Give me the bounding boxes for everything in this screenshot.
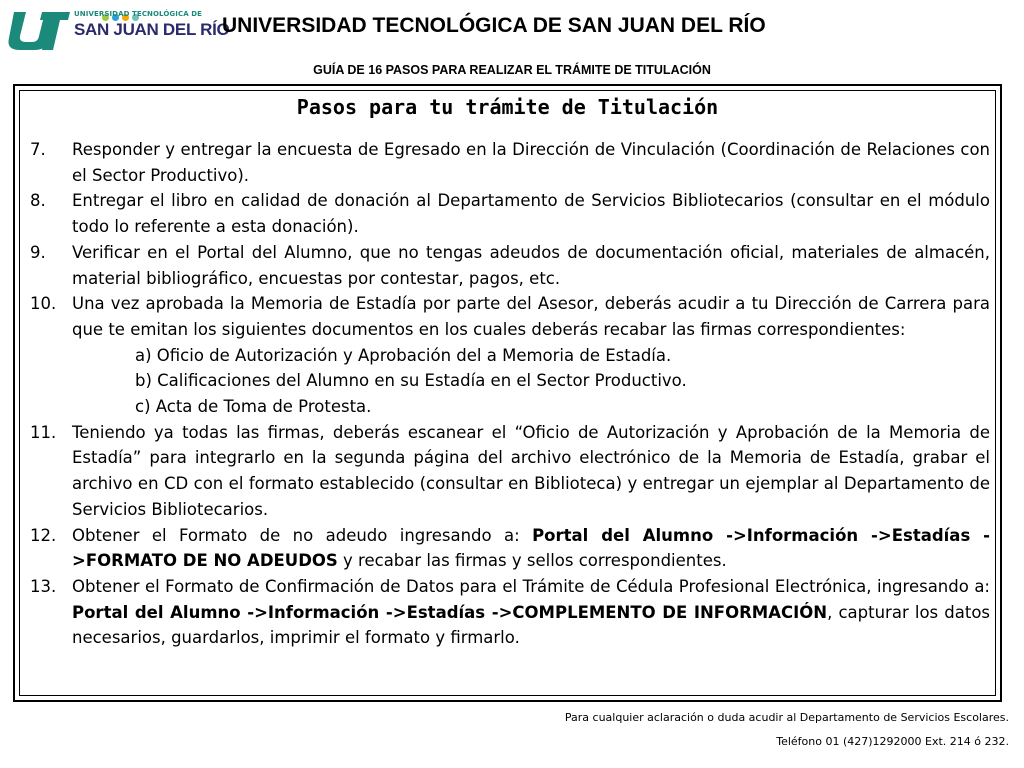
step-item bbox=[30, 240, 990, 291]
footer-note: Para cualquier aclaración o duda acudir al Departamento de Servicios Escolares. bbox=[564, 711, 1009, 724]
university-name: UNIVERSIDAD TECNOLÓGICA DE SAN JUAN DEL RÍO bbox=[222, 14, 766, 37]
step-item bbox=[30, 137, 990, 188]
steps-list bbox=[30, 137, 990, 651]
logo-line-small: UNIVERSIDAD TECNOLÓGICA DE bbox=[74, 10, 203, 18]
page-header bbox=[0, 0, 1024, 82]
step-text: Una vez aprobada la Memoria de Estadía por parte del Asesor, deberás acudir a tu Dirección de Carrera para que te emitan los siguientes documentos en los cuales deberás recabar las firmas correspondientes: bbox=[72, 294, 990, 339]
step-item bbox=[30, 420, 990, 523]
step-number: 7. bbox=[30, 140, 46, 159]
step-text-after: , capturar los datos necesarios, guardarlos, imprimir el formato y firmarlo. bbox=[72, 602, 991, 648]
step-text-after: y recabar las firmas y sellos correspondientes. bbox=[337, 551, 727, 571]
ut-logo-icon bbox=[8, 8, 70, 52]
step-text-before: Obtener el Formato de Confirmación de Datos para el Trámite de Cédula Profesional Electrónica, ingresando a: bbox=[72, 576, 990, 596]
sub-item-c: c) Acta de Toma de Protesta. bbox=[135, 397, 372, 417]
step-number: 9. bbox=[30, 242, 46, 262]
steps-frame bbox=[13, 84, 1002, 702]
step-number: 8. bbox=[30, 191, 46, 211]
sub-item-b: b) Calificaciones del Alumno en su Estadía en el Sector Productivo. bbox=[135, 371, 687, 391]
footer-phone: Teléfono 01 (427)1292000 Ext. 214 ó 232. bbox=[776, 735, 1009, 748]
step-number: 11. bbox=[30, 422, 57, 442]
step-item bbox=[30, 574, 990, 651]
step-number: 13. bbox=[30, 576, 57, 596]
step-item bbox=[30, 188, 990, 239]
step-item bbox=[30, 523, 990, 574]
step-text: Responder y entregar la encuesta de Egresado en la Dirección de Vinculación (Coordinación de Relaciones con el Sector Productivo). bbox=[72, 140, 990, 185]
sub-item-a: a) Oficio de Autorización y Aprobación del a Memoria de Estadía. bbox=[135, 345, 672, 365]
box-title: Pasos para tu trámite de Titulación bbox=[296, 95, 719, 119]
portal-path: Portal del Alumno ->Información ->Estadías ->FORMATO DE NO ADEUDOS bbox=[72, 525, 991, 571]
step-item bbox=[30, 291, 990, 342]
step-text: Entregar el libro en calidad de donación al Departamento de Servicios Bibliotecarios (consultar en el módulo todo lo referente a esta donación). bbox=[72, 191, 990, 237]
university-logo bbox=[8, 6, 230, 54]
step-text: Teniendo ya todas las firmas, deberás escanear el “Oficio de Autorización y Aprobación de la Memoria de Estadía” para integrarlo en la segunda página del archivo electrónico de la Memoria de Estadía, grabar el archivo en CD con el formato establecido (consultar en Biblioteca) y entregar un ejemplar al Departamento de Servicios Bibliotecarios. bbox=[72, 422, 990, 519]
step-text-before: Obtener el Formato de no adeudo ingresando a: bbox=[72, 525, 533, 545]
logo-text bbox=[74, 10, 230, 41]
portal-path: Portal del Alumno ->Información ->Estadías ->COMPLEMENTO DE INFORMACIÓN bbox=[72, 602, 828, 622]
step-text: Verificar en el Portal del Alumno, que no tengas adeudos de documentación oficial, materiales de almacén, material bibliográfico, encuestas por contestar, pagos, etc. bbox=[72, 242, 990, 288]
logo-line-large: SAN JUAN DEL RÍO bbox=[74, 20, 230, 39]
step-number: 12. bbox=[30, 525, 57, 545]
steps-frame-inner bbox=[19, 90, 996, 696]
step-number: 10. bbox=[30, 294, 57, 314]
guide-title: GUÍA DE 16 PASOS PARA REALIZAR EL TRÁMITE DE TITULACIÓN bbox=[313, 63, 711, 77]
